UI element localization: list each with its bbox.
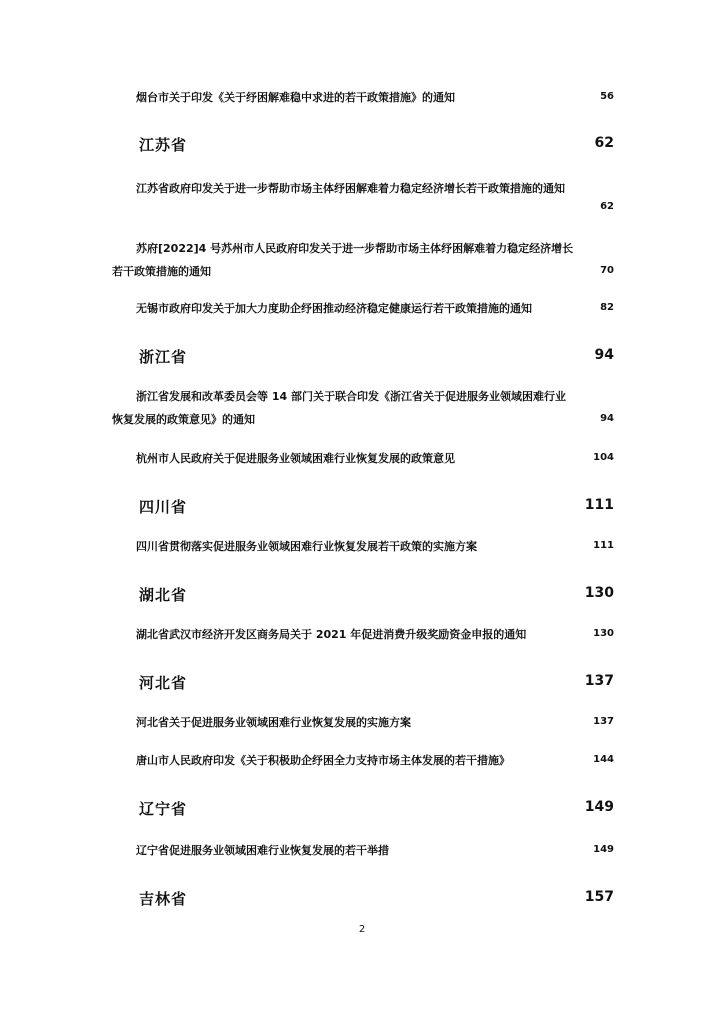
toc-entry-page: 82 xyxy=(600,302,614,313)
section-page: 130 xyxy=(584,585,614,601)
toc-entry-page: 130 xyxy=(593,628,614,639)
toc-entry-page: 104 xyxy=(593,452,614,463)
section-heading[interactable]: 四川省 xyxy=(139,498,188,516)
toc-entry-page: 70 xyxy=(600,265,614,276)
toc-entry-page: 56 xyxy=(600,91,614,102)
toc-entry-page: 144 xyxy=(593,754,614,765)
section-heading[interactable]: 吉林省 xyxy=(139,890,188,908)
section-page: 157 xyxy=(584,889,614,905)
toc-entry-title[interactable]: 河北省关于促进服务业领域困难行业恢复发展的实施方案 xyxy=(136,716,411,729)
section-page: 149 xyxy=(584,799,614,815)
section-heading[interactable]: 河北省 xyxy=(139,674,188,692)
toc-entry-title[interactable]: 烟台市关于印发《关于纾困解难稳中求进的若干政策措施》的通知 xyxy=(136,91,455,104)
section-heading[interactable]: 浙江省 xyxy=(139,348,188,366)
toc-entry-title[interactable]: 江苏省政府印发关于进一步帮助市场主体纾困解难着力稳定经济增长若干政策措施的通知 xyxy=(136,182,565,195)
section-heading[interactable]: 江苏省 xyxy=(139,136,188,154)
toc-entry-page: 149 xyxy=(593,844,614,855)
section-heading[interactable]: 辽宁省 xyxy=(139,800,188,818)
toc-entry-page: 137 xyxy=(593,716,614,727)
section-page: 111 xyxy=(584,497,614,513)
toc-entry-title-line1[interactable]: 苏府[2022]4 号苏州市人民政府印发关于进一步帮助市场主体纾困解难着力稳定经济增长 xyxy=(136,242,574,255)
toc-entry-page: 62 xyxy=(600,201,614,212)
toc-entry-title[interactable]: 无锡市政府印发关于加大力度助企纾困推动经济稳定健康运行若干政策措施的通知 xyxy=(136,302,532,315)
section-page: 62 xyxy=(594,135,614,151)
toc-entry-title-line2[interactable]: 若干政策措施的通知 xyxy=(112,265,211,278)
toc-entry-title[interactable]: 四川省贯彻落实促进服务业领域困难行业恢复发展若干政策的实施方案 xyxy=(136,540,477,553)
page-number: 2 xyxy=(358,924,366,935)
toc-entry-title[interactable]: 唐山市人民政府印发《关于积极助企纾困全力支持市场主体发展的若干措施》 xyxy=(136,754,510,767)
section-heading[interactable]: 湖北省 xyxy=(139,586,188,604)
toc-entry-title[interactable]: 湖北省武汉市经济开发区商务局关于 2021 年促进消费升级奖励资金申报的通知 xyxy=(136,628,527,641)
toc-entry-title-line2[interactable]: 恢复发展的政策意见》的通知 xyxy=(112,413,255,426)
toc-entry-page: 111 xyxy=(593,540,614,551)
section-page: 137 xyxy=(584,673,614,689)
section-page: 94 xyxy=(594,347,614,363)
toc-entry-title-line1[interactable]: 浙江省发展和改革委员会等 14 部门关于联合印发《浙江省关于促进服务业领域困难行业 xyxy=(136,390,566,403)
toc-entry-title[interactable]: 杭州市人民政府关于促进服务业领域困难行业恢复发展的政策意见 xyxy=(136,452,455,465)
toc-entry-title[interactable]: 辽宁省促进服务业领域困难行业恢复发展的若干举措 xyxy=(136,844,389,857)
toc-entry-page: 94 xyxy=(600,413,614,424)
